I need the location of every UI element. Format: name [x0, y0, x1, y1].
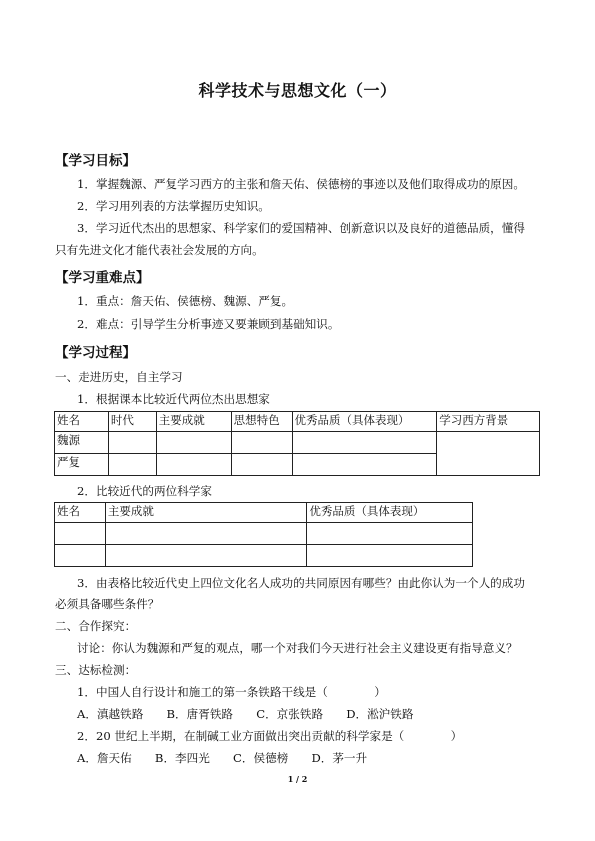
question-2: 2．比较近代的两位科学家 — [77, 484, 212, 498]
table-cell — [105, 523, 306, 545]
table-cell — [156, 432, 231, 454]
table-header-cell: 优秀品质（具体表现） — [292, 412, 437, 432]
table-header-cell: 姓名 — [55, 503, 106, 523]
table-row — [55, 432, 540, 454]
question-3: 3．由表格比较近代史上四位文化名人成功的共同原因有哪些？由此你认为一个人的成功 — [77, 576, 525, 590]
table-cell — [231, 432, 292, 454]
goal-item-1: 1．掌握魏源、严复学习西方的主张和詹天佑、侯德榜的事迹以及他们取得成功的原因。 — [77, 177, 525, 191]
part1-label: 一、走进历史，自主学习 — [55, 370, 183, 384]
table-header-cell: 主要成就 — [156, 412, 231, 432]
table-cell — [105, 545, 306, 567]
part3-label: 三、达标检测： — [55, 663, 137, 677]
goal-item-3: 3．学习近代杰出的思想家、科学家们的爱国精神、创新意识以及良好的道德品质，懂得 — [77, 221, 525, 235]
table-header-row — [55, 503, 473, 523]
table-header-cell: 思想特色 — [231, 412, 292, 432]
goal-item-3-cont: 只有先进文化才能代表社会发展的方向。 — [55, 243, 264, 257]
thinkers-table — [54, 411, 540, 476]
discussion-prompt: 讨论：你认为魏源和严复的观点，哪一个对我们今天进行社会主义建设更有指导意义？ — [77, 641, 518, 655]
scientists-table — [54, 502, 473, 567]
table-cell — [55, 545, 106, 567]
table-row — [55, 523, 473, 545]
key-points-heading: 【学习重难点】 — [55, 270, 150, 286]
table-cell-name: 严复 — [55, 454, 109, 476]
goal-item-2: 2．学习用列表的方法掌握历史知识。 — [77, 199, 270, 213]
mc-question-2: 2．20 世纪上半期，在制碱工业方面做出突出贡献的科学家是（ ） — [77, 729, 463, 743]
table-cell — [307, 545, 473, 567]
table-cell — [108, 432, 156, 454]
table-header-cell: 优秀品质（具体表现） — [307, 503, 473, 523]
key-point-2: 2．难点：引导学生分析事迹又要兼顾到基础知识。 — [77, 317, 340, 331]
goals-heading: 【学习目标】 — [55, 153, 136, 169]
table-cell — [292, 454, 437, 476]
question-1: 1．根据课本比较近代两位杰出思想家 — [77, 392, 270, 406]
table-cell — [108, 454, 156, 476]
table-header-cell: 主要成就 — [105, 503, 306, 523]
table-header-cell: 姓名 — [55, 412, 109, 432]
mc-options-1: A．滇越铁路 B．唐胥铁路 C．京张铁路 D．淞沪铁路 — [77, 707, 414, 721]
page-number: 1 / 2 — [287, 774, 308, 784]
table-cell-name: 魏源 — [55, 432, 109, 454]
table-cell — [437, 432, 540, 476]
table-header-cell: 时代 — [108, 412, 156, 432]
table-row — [55, 545, 473, 567]
mc-options-2: A．詹天佑 B．李四光 C．侯德榜 D．茅一升 — [77, 751, 368, 765]
table-cell — [307, 523, 473, 545]
table-header-row — [55, 412, 540, 432]
table-cell — [231, 454, 292, 476]
part2-label: 二、合作探究： — [55, 619, 137, 633]
table-cell — [55, 523, 106, 545]
key-point-1: 1．重点：詹天佑、侯德榜、魏源、严复。 — [77, 294, 294, 308]
table-cell — [292, 432, 437, 454]
question-3-cont: 必须具备哪些条件？ — [55, 597, 160, 611]
table-header-cell: 学习西方背景 — [437, 412, 540, 432]
table-cell — [156, 454, 231, 476]
mc-question-1: 1．中国人自行设计和施工的第一条铁路干线是（ ） — [77, 685, 386, 699]
page-title: 科学技术与思想文化（一） — [198, 81, 397, 100]
process-heading: 【学习过程】 — [55, 345, 136, 361]
